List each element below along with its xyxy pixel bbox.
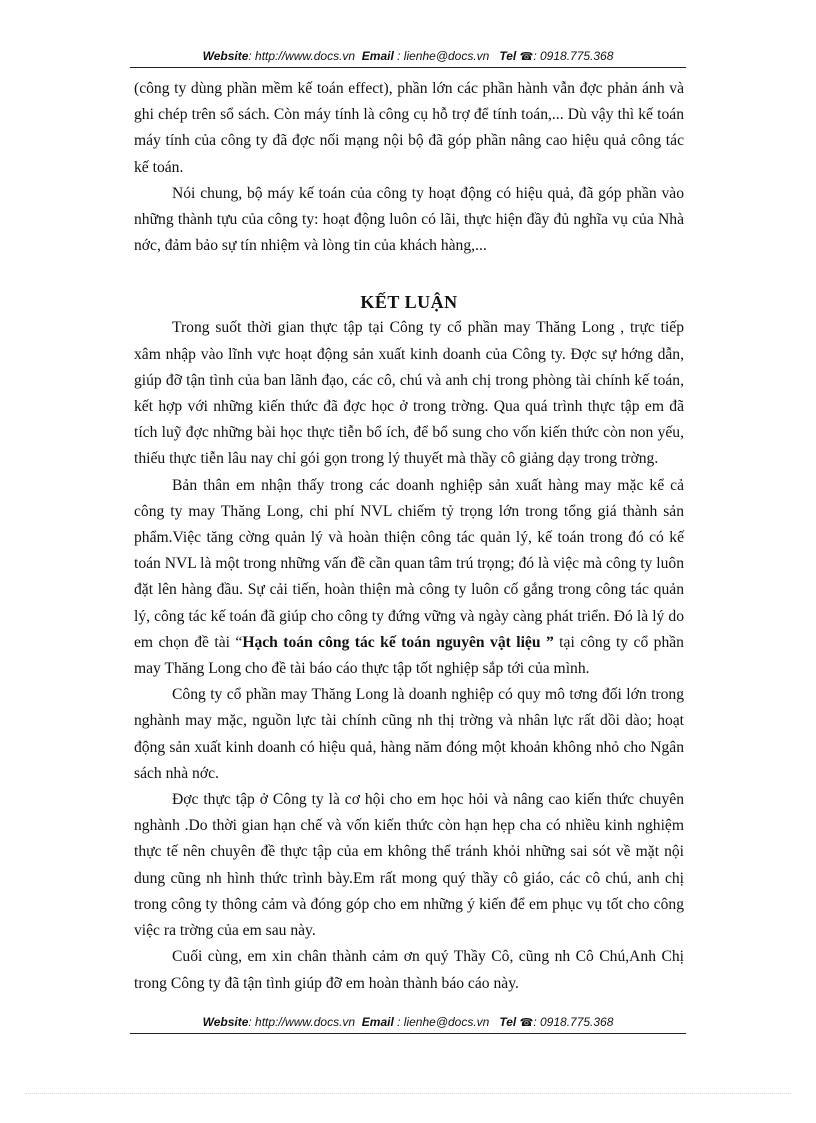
paragraph-7: Cuối cùng, em xin chân thành cảm ơn quý Thầy Cô, cũng nh Cô Chú,Anh Chị trong Công ty đã tận tình giúp đỡ em hoàn thành báo cáo này. [134, 948, 684, 992]
thesis-topic: Hạch toán công tác kế toán nguyên vật liệu ” [242, 633, 554, 651]
footer-website-label: Website [202, 1015, 249, 1029]
paragraph-3: Trong suốt thời gian thực tập tại Công ty cổ phần may Thăng Long , trực tiếp xâm nhập vào lĩnh vực hoạt động sản xuất kinh doanh của Công ty. Đợc sự hớng dẫn, giúp đỡ tận tình của ban lãnh đạo, các cô, chú và anh chị trong phòng tài chính kế toán, kết hợp với những kiến thức đã đợc học ở trong trờng. Qua quá trình thực tập em đã tích luỹ đợc những bài học thực tiễn bổ ích, để bổ sung cho vốn kiến thức còn non yếu, thiếu thực tiễn lâu nay chỉ gói gọn trong lý thuyết mà thầy cô giảng dạy trong trờng. [134, 319, 684, 468]
footer-tel-label: Tel [499, 1015, 517, 1029]
header-tel-label: Tel [499, 49, 517, 63]
paragraph-2: Nói chung, bộ máy kế toán của công ty hoạt động có hiệu quả, đã góp phần vào những thành tựu của công ty: hoạt động luôn có lãi, thực hiện đầy đủ nghĩa vụ của Nhà nớc, đảm bảo sự tín nhiệm và lòng tin của khách hàng,... [134, 184, 684, 255]
header-website-value: : http://www.docs.vn [248, 49, 356, 63]
header-tel-value: : 0918.775.368 [533, 49, 614, 63]
footer-website-value: : http://www.docs.vn [248, 1015, 356, 1029]
paragraph-1: (công ty dùng phần mềm kế toán effect), phần lớn các phần hành vẫn đợc phản ánh và ghi chép trên sổ sách. Còn máy tính là công cụ hỗ trợ để tính toán,... Dù vậy thì kế toán máy tính của công ty đã đợc nối mạng nội bộ đã góp phần nâng cao hiệu quả công tác kế toán. [134, 80, 684, 176]
paragraph-4-text-a: Bản thân em nhận thấy trong các doanh nghiệp sản xuất hàng may mặc kể cả công ty may Thăng Long, chi phí NVL chiếm tỷ trọng lớn trong tổng giá thành sản phẩm.Việc tăng cờng quản lý và hoàn thiện công tác quản lý, kế toán trong đó có kế toán NVL là một trong những vấn đề cần quan tâm trú trọng; đó là việc mà công ty luôn đặt lên hàng đầu. Sự cải tiến, hoàn thiện mà công ty luôn cố gắng trong công tác quản lý, công tác kế toán đã giúp cho công ty đứng vững và ngày càng phát triển. Đó là lý do em chọn đề tài “ [134, 476, 684, 651]
page-header [130, 48, 686, 68]
header-website-label: Website [202, 49, 249, 63]
section-title: KẾT LUẬN [360, 292, 458, 313]
footer-email-value: : lienhe@docs.vn [397, 1015, 490, 1029]
header-email-value: : lienhe@docs.vn [397, 49, 490, 63]
footer-email-label: Email [361, 1015, 394, 1029]
page-bottom-divider [25, 1093, 791, 1094]
paragraph-4-text-b: tại công ty cổ phần may Thăng Long cho đề tài báo cáo thực tập tốt nghiệp sắp tới của mình. [134, 633, 684, 678]
document-body [134, 76, 684, 997]
paragraph-5: Công ty cổ phần may Thăng Long là doanh nghiệp có quy mô tơng đối lớn trong nghành may mặc, nguồn lực tài chính cũng nh thị trờng và nhân lực rất dồi dào; hoạt động sản xuất kinh doanh có hiệu quả, hàng năm đóng một khoản không nhỏ cho Ngân sách nhà nớc. [134, 686, 684, 782]
footer-tel-value: : 0918.775.368 [533, 1015, 614, 1029]
header-email-label: Email [361, 49, 394, 63]
paragraph-4 [134, 473, 684, 683]
phone-icon: ☎ [519, 51, 534, 63]
paragraph-6: Đợc thực tập ở Công ty là cơ hội cho em học hỏi và nâng cao kiến thức chuyên nghành .Do thời gian hạn chế và vốn kiến thức còn hạn hẹp cha có nhiều kinh nghiệm thực tế nên chuyên đề thực tập của em không thể tránh khỏi những sai sót về mặt nội dung cũng nh hình thức trình bày.Em rất mong quý thầy cô giáo, các cô chú, anh chị trong công ty thông cảm và đóng góp cho em những ý kiến để em phục vụ tốt cho công việc ra trờng của em sau này. [134, 791, 684, 940]
phone-icon: ☎ [519, 1017, 534, 1029]
page-footer [130, 1014, 686, 1034]
